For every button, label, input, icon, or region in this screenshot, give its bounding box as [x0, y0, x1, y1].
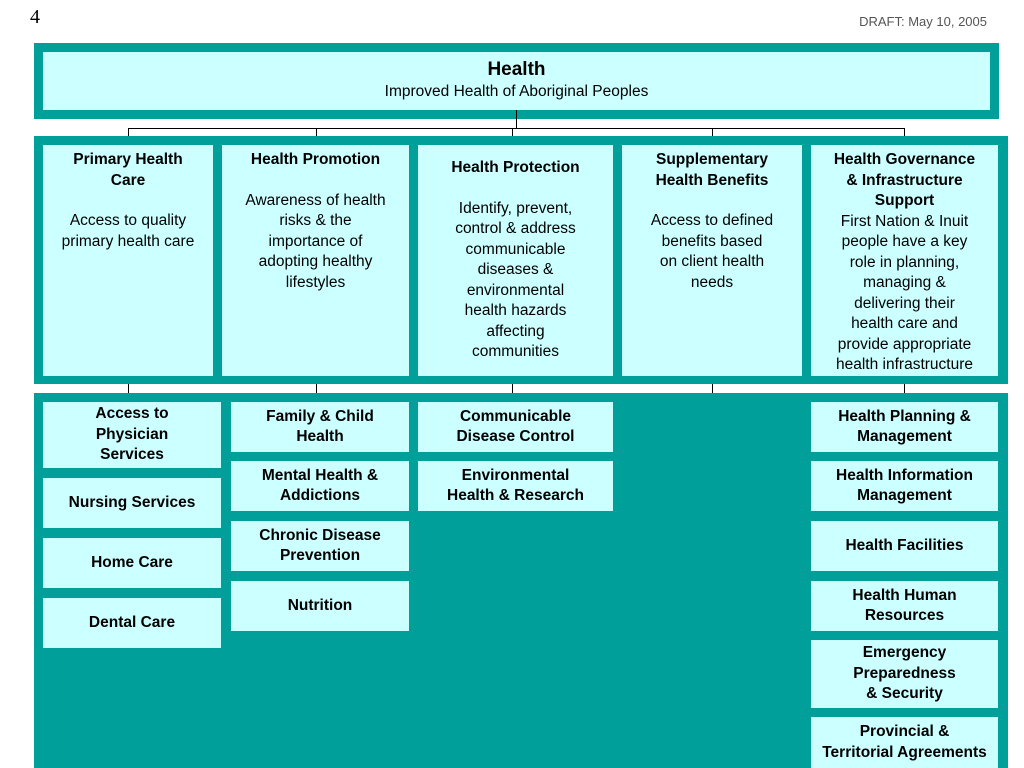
column-title-line: Support — [874, 192, 935, 209]
program-label-line: Disease Control — [456, 428, 575, 445]
column-desc-line: Access to defined — [650, 212, 774, 229]
program-label-line: Preparedness — [853, 664, 956, 682]
column-desc-line: needs — [690, 273, 734, 291]
program-communicable-disease-control — [418, 402, 613, 452]
program-label-line: Addictions — [279, 487, 361, 504]
column-supplementary-health-benefits — [622, 145, 802, 376]
program-label-line: Nutrition — [287, 596, 353, 614]
program-label-line: Territorial Agreements — [822, 743, 987, 761]
column-desc-line: environmental — [466, 281, 565, 299]
column-desc-line: benefits based — [661, 232, 763, 250]
column-title-line: Care — [110, 171, 146, 189]
top-outcome-title: Health — [487, 59, 546, 80]
top-outcome-box — [43, 52, 990, 110]
program-label-line: Health Planning & — [838, 407, 971, 425]
column-desc-line: health care and — [851, 315, 958, 332]
program-mental-health-addictions — [231, 461, 409, 511]
band-connector-2 — [316, 384, 317, 393]
program-label-line: Nursing Services — [68, 493, 196, 511]
column-desc-line: communicable — [465, 240, 566, 258]
band-connector-5 — [904, 384, 905, 393]
program-label-line: Health & Research — [447, 487, 584, 504]
column-desc-line: provide appropriate — [837, 335, 972, 353]
band-connector-1 — [128, 384, 129, 393]
program-chronic-disease-prevention — [231, 521, 409, 571]
program-label-line: Provincial & — [859, 723, 950, 740]
column-desc-line: First Nation & Inuit — [840, 212, 969, 230]
column-primary-health-care — [43, 145, 213, 376]
column-desc-line: health hazards — [464, 302, 567, 319]
program-label-line: Services — [100, 446, 164, 464]
column-desc-line: Awareness of health — [245, 191, 386, 209]
column-desc-line: Access to quality — [69, 212, 187, 229]
connector-bar — [128, 128, 905, 129]
program-provincial-territorial-agreements — [811, 717, 998, 768]
column-health-promotion — [222, 145, 409, 376]
program-nursing-services — [43, 478, 221, 528]
column-desc-line: control & address — [455, 220, 576, 237]
program-emergency-preparedness-security — [811, 640, 998, 708]
column-desc-line: on client health — [659, 253, 765, 270]
program-label-line: Health Information — [836, 466, 973, 484]
column-desc-line: role in planning, — [849, 253, 960, 271]
program-label-line: Resources — [864, 607, 945, 624]
program-label-line: Environmental — [461, 466, 570, 484]
program-label-line: Management — [857, 487, 952, 504]
band-connector-4 — [712, 384, 713, 393]
column-desc-line: adopting healthy — [258, 253, 373, 270]
program-health-human-resources — [811, 581, 998, 631]
program-label-line: Prevention — [279, 547, 361, 564]
column-title-line: Supplementary — [656, 151, 768, 168]
column-desc-line: communities — [472, 343, 559, 360]
program-label-line: Mental Health & — [261, 466, 379, 484]
program-label-line: Health — [296, 428, 344, 445]
program-access-to-physician-services — [43, 402, 221, 468]
column-health-governance — [811, 145, 998, 376]
column-desc-line: people have a key — [841, 233, 968, 250]
column-desc-line: primary health care — [61, 232, 195, 250]
draft-date-label: DRAFT: May 10, 2005 — [859, 14, 987, 29]
column-desc-line: importance of — [268, 232, 363, 250]
program-label-line: Home Care — [91, 553, 173, 571]
connector-trunk — [516, 110, 517, 128]
column-desc-line: diseases & — [477, 261, 554, 278]
column-desc-line: Identify, prevent, — [458, 199, 573, 217]
program-label-line: Access to — [95, 405, 169, 423]
top-outcome-subtitle: Improved Health of Aboriginal Peoples — [384, 83, 649, 100]
program-label-line: Communicable — [459, 407, 572, 425]
column-desc-line: risks & the — [279, 212, 352, 229]
page-number: 4 — [30, 6, 40, 28]
program-home-care — [43, 538, 221, 588]
program-environmental-health-research — [418, 461, 613, 511]
column-title-line: Health Promotion — [250, 151, 381, 168]
column-title-line: Health Governance — [833, 151, 976, 168]
program-label-line: Health Human — [852, 586, 957, 604]
column-title-line: & Infrastructure — [846, 171, 963, 189]
column-desc-line: managing & — [863, 274, 946, 291]
program-label-line: Family & Child — [266, 407, 374, 425]
program-nutrition — [231, 581, 409, 631]
column-title-line: Primary Health — [73, 151, 183, 168]
column-desc-line: health infrastructure — [836, 356, 973, 373]
program-label-line: Management — [857, 428, 952, 445]
program-label-line: Physician — [95, 425, 169, 443]
column-title-line: Health Benefits — [655, 171, 769, 189]
column-health-protection — [418, 145, 613, 376]
column-desc-line: lifestyles — [285, 273, 346, 291]
column-desc-line: delivering their — [854, 294, 955, 312]
program-health-planning-management — [811, 402, 998, 452]
program-health-information-management — [811, 461, 998, 511]
program-family-child-health — [231, 402, 409, 452]
program-label-line: Chronic Disease — [259, 526, 381, 544]
column-title-line: Health Protection — [451, 159, 580, 176]
program-label-line: Health Facilities — [845, 536, 964, 554]
program-label-line: Emergency — [862, 644, 947, 662]
band-connector-3 — [512, 384, 513, 393]
program-health-facilities — [811, 521, 998, 571]
program-dental-care — [43, 598, 221, 648]
column-desc-line: affecting — [486, 322, 545, 340]
program-label-line: & Security — [866, 685, 943, 703]
program-label-line: Dental Care — [88, 613, 176, 631]
